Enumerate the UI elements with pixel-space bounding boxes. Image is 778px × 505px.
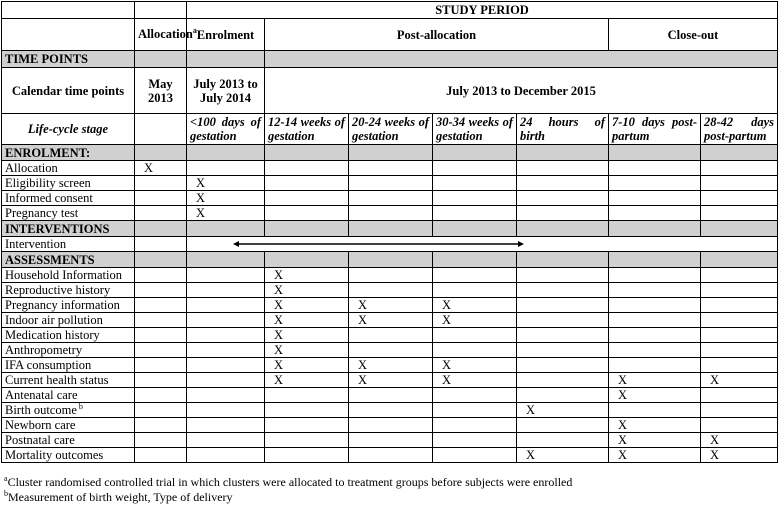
blank-cell: [265, 51, 778, 68]
blank-cell: [349, 388, 433, 403]
calendar-label: Calendar time points: [2, 68, 135, 114]
table-row: [2, 403, 778, 418]
schedule-table: [1, 1, 778, 463]
section-row: [2, 145, 778, 161]
blank-cell: [701, 176, 778, 191]
blank-cell: [609, 268, 701, 283]
blank-cell: [135, 283, 187, 298]
intervention-span: [187, 237, 778, 252]
blank-cell: [433, 221, 517, 237]
mark-cell: X: [187, 176, 265, 191]
blank-cell: [187, 283, 265, 298]
blank-cell: [135, 373, 187, 388]
blank-cell: [349, 343, 433, 358]
stage-cell: 12-14 weeks of gestation: [265, 114, 349, 145]
blank-cell: [187, 313, 265, 328]
blank-cell: [701, 206, 778, 221]
mark-cell: X: [187, 206, 265, 221]
mark-cell: X: [609, 373, 701, 388]
blank-cell: [609, 206, 701, 221]
blank-cell: [265, 145, 349, 161]
blank-cell: [187, 418, 265, 433]
mark-cell: X: [349, 358, 433, 373]
section-row: [2, 252, 778, 268]
blank-cell: [135, 252, 187, 268]
blank-cell: [609, 191, 701, 206]
blank-cell: [135, 206, 187, 221]
row-label-text: Anthropometry: [5, 343, 83, 357]
blank-cell: [187, 268, 265, 283]
row-label: [2, 448, 135, 463]
mark-cell: X: [517, 403, 609, 418]
calendar-post: July 2013 to December 2015: [265, 68, 778, 114]
footnote-marker: b: [78, 401, 83, 411]
row-label: [2, 161, 135, 176]
mark-cell: X: [265, 283, 349, 298]
blank-cell: [701, 403, 778, 418]
blank-cell: [701, 268, 778, 283]
row-label: [2, 176, 135, 191]
blank-cell: [433, 191, 517, 206]
time-points-label: TIME POINTS: [2, 51, 135, 68]
blank-cell: [187, 343, 265, 358]
row-label-text: Reproductive history: [5, 283, 111, 297]
blank-cell: [135, 298, 187, 313]
mark-cell: X: [433, 298, 517, 313]
blank-cell: [701, 418, 778, 433]
row-label-text: Informed consent: [5, 191, 93, 205]
row-label-text: Indoor air pollution: [5, 313, 103, 327]
blank-cell: [701, 145, 778, 161]
table-row: [2, 328, 778, 343]
allocation-header-text: Allocation: [138, 27, 193, 41]
row-label: [2, 283, 135, 298]
row-label-text: Eligibility screen: [5, 176, 91, 190]
mark-cell: X: [701, 448, 778, 463]
blank-cell: [349, 403, 433, 418]
table-row: [2, 268, 778, 283]
blank-cell: [609, 161, 701, 176]
blank-cell: [609, 283, 701, 298]
blank-cell: [701, 161, 778, 176]
mark-cell: X: [349, 373, 433, 388]
blank-cell: [135, 448, 187, 463]
mark-cell: X: [433, 373, 517, 388]
row-label-text: Birth outcome: [5, 403, 77, 417]
blank-cell: [517, 433, 609, 448]
post-allocation-header: Post-allocation: [265, 19, 609, 51]
blank-cell: [135, 313, 187, 328]
blank-cell: [609, 328, 701, 343]
arrow-head-left: [233, 241, 239, 247]
stage-cell: 30-34 weeks of gestation: [433, 114, 517, 145]
blank-cell: [265, 388, 349, 403]
blank-cell: [349, 221, 433, 237]
mark-cell: X: [349, 298, 433, 313]
blank-cell: [517, 221, 609, 237]
blank-cell: [187, 298, 265, 313]
row-label: [2, 313, 135, 328]
blank-cell: [187, 433, 265, 448]
blank-cell: [135, 328, 187, 343]
blank-cell: [517, 161, 609, 176]
blank-cell: [349, 191, 433, 206]
blank-cell: [135, 418, 187, 433]
blank-cell: [517, 373, 609, 388]
blank-cell: [433, 343, 517, 358]
blank-cell: [349, 145, 433, 161]
blank-cell: [135, 145, 187, 161]
blank-cell: [349, 328, 433, 343]
allocation-header: [135, 19, 197, 51]
table-row: [2, 206, 778, 221]
row-label-text: Mortality outcomes: [5, 448, 104, 462]
row-label: [2, 433, 135, 448]
blank-cell: [701, 313, 778, 328]
blank-cell: [265, 206, 349, 221]
blank-cell: [433, 448, 517, 463]
mark-cell: X: [265, 268, 349, 283]
blank-cell: [135, 2, 187, 19]
blank-cell: [187, 51, 265, 68]
blank-cell: [349, 252, 433, 268]
mark-cell: X: [517, 448, 609, 463]
table-row: [2, 388, 778, 403]
row-label-text: Medication history: [5, 328, 100, 342]
blank-cell: [517, 418, 609, 433]
blank-cell: [265, 252, 349, 268]
table-row: [2, 283, 778, 298]
blank-cell: [187, 388, 265, 403]
blank-cell: [433, 252, 517, 268]
blank-cell: [701, 343, 778, 358]
blank-cell: [349, 161, 433, 176]
blank-cell: [433, 283, 517, 298]
blank-cell: [187, 373, 265, 388]
blank-cell: [701, 358, 778, 373]
blank-cell: [135, 388, 187, 403]
mark-cell: X: [265, 298, 349, 313]
study-period-header: STUDY PERIOD: [187, 2, 778, 19]
section-label: ASSESSMENTS: [2, 252, 135, 268]
table-row: [2, 433, 778, 448]
row-label-text: IFA consumption: [5, 358, 92, 372]
blank-cell: [135, 358, 187, 373]
blank-cell: [701, 191, 778, 206]
blank-cell: [187, 403, 265, 418]
blank-cell: [701, 328, 778, 343]
mark-cell: X: [349, 313, 433, 328]
blank-cell: [349, 283, 433, 298]
blank-cell: [265, 161, 349, 176]
row-label-text: Postnatal care: [5, 433, 75, 447]
blank-cell: [517, 268, 609, 283]
blank-cell: [433, 418, 517, 433]
row-label-text: Household Information: [5, 268, 122, 282]
mark-cell: X: [433, 358, 517, 373]
blank-cell: [135, 403, 187, 418]
row-label: [2, 268, 135, 283]
mark-cell: X: [433, 313, 517, 328]
mark-cell: X: [609, 433, 701, 448]
table-row: [2, 161, 778, 176]
row-label: [2, 343, 135, 358]
mark-cell: X: [701, 433, 778, 448]
blank-cell: [701, 298, 778, 313]
blank-cell: [517, 191, 609, 206]
blank-cell: [349, 433, 433, 448]
blank-cell: [265, 191, 349, 206]
blank-cell: [517, 343, 609, 358]
blank-cell: [701, 252, 778, 268]
row-label-text: Pregnancy test: [5, 206, 79, 220]
footnote-text: Cluster randomised controlled trial in which clusters were allocated to treatment groups before subjects were enrolled: [7, 475, 573, 489]
table-row: [2, 237, 778, 252]
row-label: [2, 418, 135, 433]
table-row: [2, 298, 778, 313]
blank-cell: [349, 268, 433, 283]
blank-cell: [609, 221, 701, 237]
blank-cell: [135, 343, 187, 358]
lifecycle-label-text: Life-cycle stage: [27, 122, 109, 136]
blank-cell: [135, 114, 187, 145]
stage-cell: 24 hours of birth: [517, 114, 609, 145]
blank-cell: [349, 176, 433, 191]
blank-cell: [609, 145, 701, 161]
blank-cell: [135, 237, 187, 252]
blank-cell: [609, 252, 701, 268]
blank-cell: [135, 191, 187, 206]
arrow-head-right: [518, 241, 524, 247]
mark-cell: X: [609, 388, 701, 403]
blank-cell: [265, 403, 349, 418]
blank-cell: [701, 388, 778, 403]
blank-cell: [517, 283, 609, 298]
row-label: [2, 191, 135, 206]
mark-cell: X: [701, 373, 778, 388]
row-label: [2, 298, 135, 313]
blank-cell: [187, 161, 265, 176]
row-label: [2, 328, 135, 343]
blank-cell: [349, 448, 433, 463]
blank-cell: [135, 221, 187, 237]
mark-cell: X: [609, 418, 701, 433]
row-label: [2, 388, 135, 403]
mark-cell: X: [265, 328, 349, 343]
blank-cell: [187, 221, 265, 237]
mark-cell: X: [265, 358, 349, 373]
blank-cell: [349, 206, 433, 221]
blank-cell: [187, 448, 265, 463]
blank-cell: [265, 176, 349, 191]
blank-cell: [187, 252, 265, 268]
row-label: Intervention: [2, 237, 135, 252]
section-row: [2, 221, 778, 237]
corner-cell: [2, 2, 135, 19]
blank-cell: [433, 328, 517, 343]
row-label: [2, 358, 135, 373]
blank-cell: [701, 221, 778, 237]
footnote-marker: b: [4, 489, 8, 498]
blank-cell: [433, 145, 517, 161]
blank-cell: [609, 176, 701, 191]
blank-cell: [609, 343, 701, 358]
blank-cell: [265, 221, 349, 237]
table-row: [2, 176, 778, 191]
footnote-a: [4, 475, 572, 489]
table-row: [2, 418, 778, 433]
mark-cell: X: [135, 161, 187, 176]
blank-cell: [517, 176, 609, 191]
blank-cell: [517, 328, 609, 343]
blank-cell: [265, 418, 349, 433]
blank-cell: [433, 388, 517, 403]
blank-cell: [433, 433, 517, 448]
row-label-text: Current health status: [5, 373, 109, 387]
footnote-marker: a: [4, 474, 8, 483]
blank-cell: [135, 433, 187, 448]
mark-cell: X: [609, 448, 701, 463]
blank-cell: [517, 358, 609, 373]
blank-cell: [433, 206, 517, 221]
blank-cell: [609, 298, 701, 313]
table-row: [2, 358, 778, 373]
mark-cell: X: [265, 373, 349, 388]
blank-cell: [517, 206, 609, 221]
blank-cell: [517, 298, 609, 313]
row-label-text: Allocation: [5, 161, 58, 175]
blank-cell: [517, 388, 609, 403]
blank-cell: [433, 176, 517, 191]
mark-cell: X: [265, 343, 349, 358]
table-row: [2, 373, 778, 388]
blank-cell: [517, 313, 609, 328]
enrolment-header: Enrolment: [187, 19, 265, 51]
calendar-may: May 2013: [135, 68, 187, 114]
stage-cell: 28-42 days post-partum: [701, 114, 778, 145]
blank-cell: [433, 268, 517, 283]
blank-cell: [135, 268, 187, 283]
blank-cell: [187, 328, 265, 343]
stage-cell: 7-10 days post-partum: [609, 114, 701, 145]
blank-cell: [609, 358, 701, 373]
blank-cell: [135, 176, 187, 191]
stage-cell: 20-24 weeks of gestation: [349, 114, 433, 145]
section-label: ENROLMENT:: [2, 145, 135, 161]
blank-cell: [265, 448, 349, 463]
blank-cell: [609, 403, 701, 418]
blank-cell: [433, 161, 517, 176]
stage-cell: <100 days of gestation: [187, 114, 265, 145]
row-label: [2, 373, 135, 388]
lifecycle-label: [2, 114, 135, 145]
mark-cell: X: [265, 313, 349, 328]
blank-cell: [187, 145, 265, 161]
row-label-text: Newborn care: [5, 418, 76, 432]
blank-cell: [517, 252, 609, 268]
footnote-text: Measurement of birth weight, Type of delivery: [8, 490, 233, 504]
blank-cell: [135, 51, 187, 68]
close-out-header: Close-out: [609, 19, 778, 51]
table-row: [2, 313, 778, 328]
blank-cell: [187, 358, 265, 373]
table-row: [2, 343, 778, 358]
calendar-enrolment: July 2013 to July 2014: [187, 68, 265, 114]
allocation-footnote-marker: a: [192, 25, 197, 35]
blank-cell: [609, 313, 701, 328]
blank-cell: [433, 403, 517, 418]
row-label: [2, 403, 135, 418]
section-label: INTERVENTIONS: [2, 221, 135, 237]
row-label-text: Pregnancy information: [5, 298, 120, 312]
intervention-arrow: [233, 237, 525, 251]
mark-cell: X: [187, 191, 265, 206]
blank-cell: [2, 19, 135, 51]
blank-cell: [265, 433, 349, 448]
blank-cell: [349, 418, 433, 433]
table-row: [2, 191, 778, 206]
blank-cell: [701, 283, 778, 298]
footnote-b: [4, 490, 233, 504]
row-label: [2, 206, 135, 221]
blank-cell: [517, 145, 609, 161]
table-row: [2, 448, 778, 463]
row-label-text: Antenatal care: [5, 388, 78, 402]
